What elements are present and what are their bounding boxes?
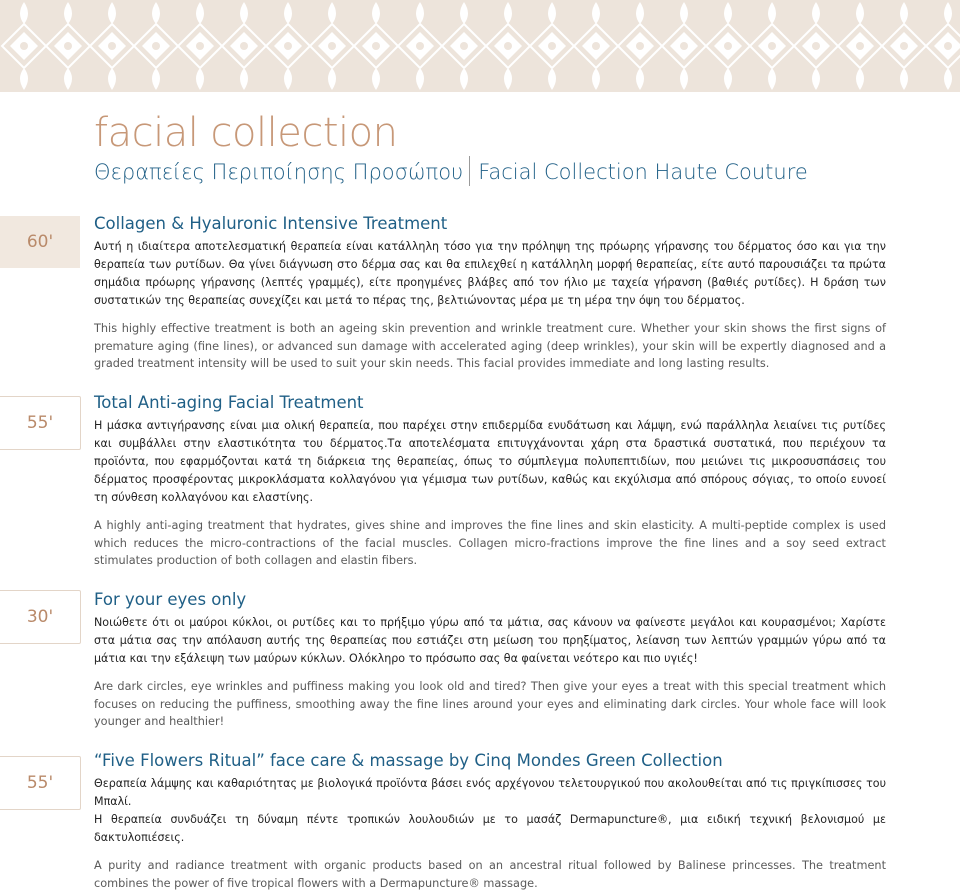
ornament-motif: [134, 2, 178, 90]
ornament-motif: [90, 2, 134, 90]
treatment-description-english: A highly anti-aging treatment that hydrates, gives shine and improves the fine lines and skin elasticity. A multi-peptide complex is used which reduces the micro-contractions of the facial muscles. Collagen micro-fractions improve the fine lines and a soy seed extract stimulates production of both collagen and elastin fibers.: [94, 519, 886, 567]
ornament-motif: [706, 2, 750, 90]
duration-badge: 55': [0, 396, 81, 450]
ornament-motif: [926, 2, 960, 90]
ornament-motif: [398, 2, 442, 90]
treatment-description-greek: Αυτή η ιδιαίτερα αποτελεσματική θεραπεία είναι κατάλληλη τόσο για την πρόληψη της πρόωρης γήρανσης του δέρματος όσο και για την θεραπεία των ρυτίδων. Θα γίνει διάγνωση στο δέρμα σας και θα επιλεχθεί η κατάλληλη μορφή θεραπείας, είτε αυτό παρουσιάζει τα πρώτα σημάδια πρόωρης γήρανσης (λεπτές γραμμές), είτε προηγμένες βλάβες από τον ήλιο με ταχεία γήρανση (βαθιές ρυτίδες). Η δράση των συστατικών της θεραπείας συνεχίζει και μετά το πέρας της, βελτιώνοντας μέρα με τη μέρα την όψη του δέρματος.: [94, 240, 886, 307]
ornament-motif: [662, 2, 706, 90]
treatment-description-greek: Η θεραπεία συνδυάζει τη δύναμη πέντε τροπικών λουλουδιών με το μασάζ Dermapuncture®, μια ειδική τεχνική βελονισμού με δακτυλοπιέσεις.: [94, 813, 886, 844]
ornament-motif: [574, 2, 618, 90]
treatment-section: [94, 751, 886, 892]
treatment-title: “Five Flowers Ritual” face care & massage by Cinq Mondes Green Collection: [94, 751, 723, 770]
ornament-motif: [794, 2, 838, 90]
ornament-motif: [530, 2, 574, 90]
treatment-description-english: This highly effective treatment is both an ageing skin prevention and wrinkle treatment cure. Whether your skin shows the first signs of premature aging (fine lines), or advanced sun damage with accelerated aging (deep wrinkles), your skin will be expertly diagnosed and a graded treatment intensity will be used to suit your skin needs. This facial provides immediate and long lasting results.: [94, 322, 886, 370]
ornament-motif: [442, 2, 486, 90]
treatment-description-greek: Η μάσκα αντιγήρανσης είναι μια ολική θεραπεία, που παρέχει στην επιδερμίδα ενυδάτωση και λάμψη, ενώ παράλληλα λειαίνει τις ρυτίδες και συμβάλλει στην ελαστικότητα του δέρματος.Τα αποτελέσματα επιτυγχάνονται χάρη στα δραστικά συστατικά, που περιέχουν τα προϊόντα, που εφαρμόζονται κατά τη διάρκεια της θεραπείας, όπως το σύμπλεγμα πολυπεπτιδίων, που μειώνει τις μικροσυσπάσεις του δέρματος προσφέροντας μικροκλάσματα κολλαγόνου για γέμισμα των ρυτίδων, καθώς και εκχύλισμα από σπόρους σόγιας, το οποίο ευνοεί τη σύνθεση κολλαγόνου και ελαστίνης.: [94, 419, 886, 504]
duration-badge: 60': [0, 216, 80, 268]
page-subtitle: [94, 156, 808, 188]
treatment-description-greek: Θεραπεία λάμψης και καθαριότητας με βιολογικά προϊόντα βάσει ενός αρχέγονου τελετουργικού που ακολουθείται από τις πριγκίπισσες του Μπαλί.: [94, 777, 886, 808]
ornament-motif: [266, 2, 310, 90]
treatment-title: Total Anti-aging Facial Treatment: [94, 393, 364, 412]
subtitle-greek: Θεραπείες Περιποίησης Προσώπου: [94, 160, 464, 184]
ornament-motif: [750, 2, 794, 90]
treatment-title: For your eyes only: [94, 590, 247, 609]
page-title: facial collection: [94, 110, 398, 156]
treatment-description-greek: Νοιώθετε ότι οι μαύροι κύκλοι, οι ρυτίδες και το πρήξιμο γύρω από τα μάτια, σας κάνουν να φαίνεστε μεγάλοι και κουρασμένοι; Χαρίστε στα μάτια σας την απόλαυση αυτής της θεραπείας που εστιάζει στη μείωση του πρηξίματος, λείανση των λεπτών γραμμών γύρω από τα μάτια και την εξάλειψη των μαύρων κύκλων. Ολόκληρο το πρόσωπο σας θα φαίνεται νεότερο και πιο υγιές!: [94, 616, 886, 665]
ornament-motif: [46, 2, 90, 90]
ornament-motif: [310, 2, 354, 90]
treatment-description-english: A purity and radiance treatment with organic products based on an ancestral ritual followed by Balinese princesses. The treatment combines the power of five tropical flowers with a Dermapuncture® massage.: [94, 859, 886, 890]
ornament-pattern: [0, 0, 960, 92]
subtitle-english: Facial Collection Haute Couture: [478, 160, 808, 184]
ornament-motif: [838, 2, 882, 90]
treatment-section: [94, 214, 886, 373]
ornament-motif: [882, 2, 926, 90]
ornament-motif: [222, 2, 266, 90]
duration-badge: 30': [0, 590, 81, 644]
treatment-title: Collagen & Hyaluronic Intensive Treatment: [94, 214, 448, 233]
ornament-motif: [354, 2, 398, 90]
subtitle-divider: [469, 156, 470, 186]
duration-badge: 55': [0, 756, 81, 810]
ornament-motif: [2, 2, 46, 90]
ornament-motif: [486, 2, 530, 90]
decorative-pattern-band: [0, 0, 960, 92]
treatment-section: [94, 590, 886, 731]
treatment-section: [94, 393, 886, 570]
treatment-description-english: Are dark circles, eye wrinkles and puffiness making you look old and tired? Then give your eyes a treat with this special treatment which focuses on reducing the puffiness, smoothing away the fine lines around your eyes and eliminating dark circles. Your whole face will look younger and healthier!: [94, 680, 886, 728]
ornament-motif: [618, 2, 662, 90]
ornament-motif: [178, 2, 222, 90]
